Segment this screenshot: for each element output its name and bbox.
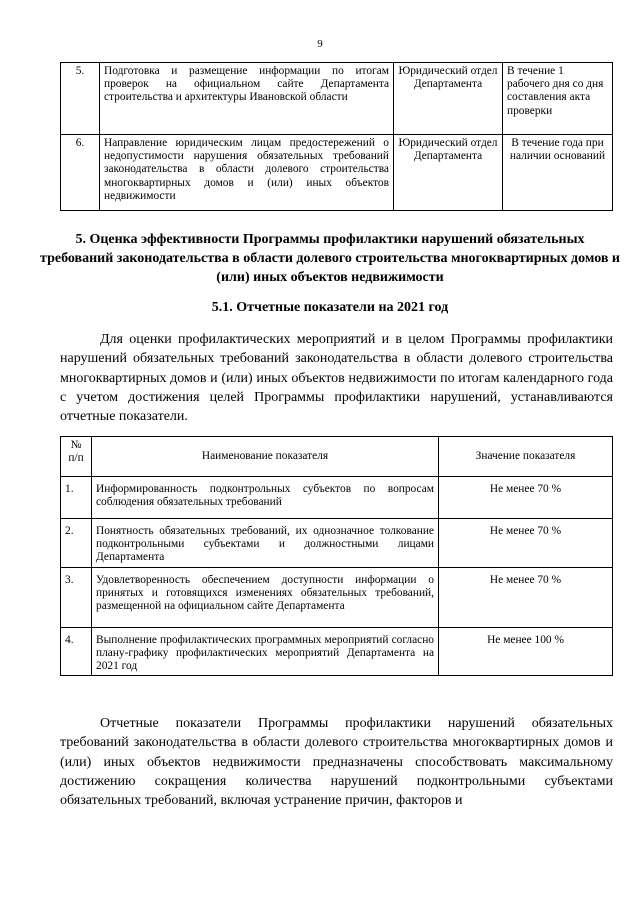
header-num: № п/п (61, 437, 92, 477)
row-number: 5. (61, 63, 100, 135)
activity-executor: Юридический отдел Департамента (394, 63, 503, 135)
page-number: 9 (317, 38, 323, 50)
intro-paragraph: Для оценки профилактических мероприятий и в целом Программы профилактики нарушений обязательных требований законодательства в области долевого строительства многоквартирных домов и (или) иных объектов недвижимости по итогам календарного года с учетом достижения целей Программы профилактики нарушений, устанавливаются отчетные показатели. (60, 332, 613, 425)
activities-table (60, 62, 613, 211)
table-row (61, 135, 613, 211)
indicator-value: Не менее 100 % (439, 627, 613, 676)
indicator-value: Не менее 70 % (439, 477, 613, 519)
table-row (61, 519, 613, 568)
activity-executor: Юридический отдел Департамента (394, 135, 503, 211)
indicator-value: Не менее 70 % (439, 567, 613, 627)
table-row (61, 477, 613, 519)
row-number: 2. (61, 519, 92, 568)
header-name: Наименование показателя (92, 437, 439, 477)
closing-paragraph: Отчетные показатели Программы профилактики нарушений обязательных требований законодательства в области долевого строительства многоквартирных домов и (или) иных объектов недвижимости предназначены способствовать максимальному достижению сокращения количества нарушений подконтрольными субъектами обязательных требований, включая устранение причин, факторов и (60, 716, 613, 809)
indicator-value: Не менее 70 % (439, 519, 613, 568)
indicator-name: Информированность подконтрольных субъектов по вопросам соблюдения обязательных требований (92, 477, 439, 519)
activity-text: Подготовка и размещение информации по итогам проверок на официальном сайте Департамента строительства и архитектуры Ивановской области (100, 63, 394, 135)
activity-term: В течение года при наличии оснований (503, 135, 613, 211)
indicators-table (60, 436, 613, 676)
indicator-name: Выполнение профилактических программных мероприятий согласно плану-графику профилактических мероприятий Департамента на 2021 год (92, 627, 439, 676)
row-number: 1. (61, 477, 92, 519)
section-5-1-title: 5.1. Отчетные показатели на 2021 год (211, 300, 449, 315)
indicator-name: Понятность обязательных требований, их однозначное толкование подконтрольными субъектами и должностными лицами Департамента (92, 519, 439, 568)
table-row (61, 567, 613, 627)
activity-term: В течение 1 рабочего дня со дня составления акта проверки (503, 63, 613, 135)
indicator-name: Удовлетворенность обеспечением доступности информации о принятых и готовящихся изменениях обязательных требований, размещенной на официальном сайте Департамента (92, 567, 439, 627)
section-5-title: 5. Оценка эффективности Программы профилактики нарушений обязательных требований законодательства в области долевого строительства многоквартирных домов и (или) иных объектов недвижимости (40, 232, 620, 285)
row-number: 6. (61, 135, 100, 211)
header-value: Значение показателя (439, 437, 613, 477)
row-number: 4. (61, 627, 92, 676)
activity-text: Направление юридическим лицам предостережений о недопустимости нарушения обязательных требований законодательства в области долевого строительства многоквартирных домов и (или) иных объектов недвижимости (100, 135, 394, 211)
row-number: 3. (61, 567, 92, 627)
table-header-row (61, 437, 613, 477)
table-row (61, 627, 613, 676)
table-row (61, 63, 613, 135)
